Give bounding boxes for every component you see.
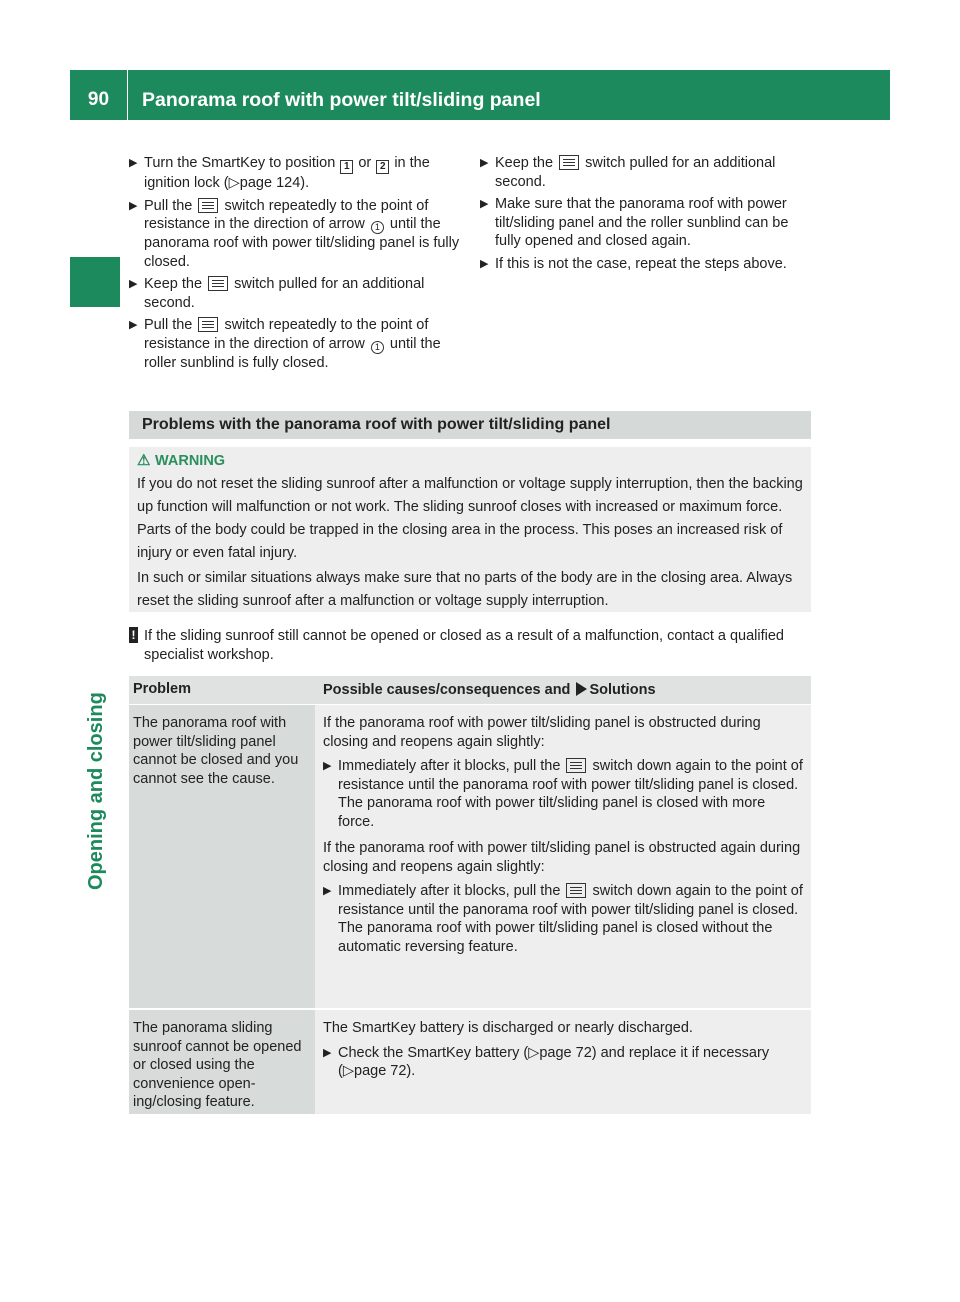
problem-cell: The panorama sliding sunroof cannot be opened or closed using the convenience open-ing/closing feature. bbox=[129, 1010, 315, 1114]
roof-switch-icon bbox=[198, 317, 218, 332]
step-arrow-icon: ▶ bbox=[480, 257, 489, 270]
page-header bbox=[70, 70, 890, 120]
exclamation-icon: ! bbox=[129, 627, 138, 643]
warning-triangle-icon: ⚠ bbox=[137, 452, 151, 469]
page-ref-icon: ▷ bbox=[342, 1063, 354, 1079]
note-block bbox=[129, 627, 811, 664]
chapter-tab-marker bbox=[70, 257, 120, 307]
warning-paragraph: If you do not reset the sliding sunroof after a malfunction or voltage supply interruption, then the backing up function will malfunction or not work. The sliding sunroof closes with increased or maximum force. Parts of the body could be trapped in the closing area in the process. This poses an increased risk of injury or even fatal injury. bbox=[137, 476, 803, 561]
solution-arrow-icon bbox=[576, 682, 587, 696]
step-arrow-icon: ▶ bbox=[480, 157, 489, 169]
page-ref-icon: ▷ bbox=[528, 1044, 540, 1061]
arrow-1-callout-icon: 1 bbox=[371, 341, 384, 354]
table-row bbox=[129, 1010, 811, 1116]
warning-title: ⚠ WARNING bbox=[137, 452, 226, 469]
step-arrow-icon: ▶ bbox=[323, 1046, 332, 1059]
step-item: ▶ Turn the SmartKey to position 1 or 2 in the ignition lock (▷page 124). bbox=[129, 155, 430, 191]
right-column-steps bbox=[480, 154, 815, 277]
step-item: ▶ Keep the switch pulled for an additional second. bbox=[129, 276, 425, 311]
position-1-key-icon: 1 bbox=[340, 160, 353, 174]
step-item: ▶ Immediately after it blocks, pull the switch down again to the point of resistance until the panorama roof with power tilt/sliding panel is closed. The panorama roof with power tilt/sliding panel is closed with more force. bbox=[323, 758, 803, 830]
step-arrow-icon: ▶ bbox=[129, 199, 138, 212]
solution-cell: The SmartKey battery is discharged or nearly discharged. ▶ Check the SmartKey battery (▷page 72) and replace it if necessary (▷page 72). bbox=[315, 1010, 811, 1114]
warning-paragraph: In such or similar situations always make sure that no parts of the body are in the closing area. Always reset the sliding sunroof after a malfunction or voltage supply interruption. bbox=[137, 570, 793, 609]
page-title: Panorama roof with power tilt/sliding panel bbox=[142, 89, 541, 111]
solution-cell: If the panorama roof with power tilt/sliding panel is obstructed during closing and reopens again slightly: ▶ Immediately after it blocks, pull the switch down again to the point of resistance until the panorama roof with power tilt/sliding panel is closed. The panorama roof with power tilt/sliding panel is closed with more force. If the panorama roof with power tilt/sliding panel is obstructed again during closing and reopens again slightly: ▶ Immediately after it blocks, pull the switch down again to the point of resistance until the panorama roof with power tilt/sliding panel is closed. The panorama roof with power tilt/sliding panel is closed without the automatic reversing feature. bbox=[315, 705, 811, 1008]
warning-box bbox=[129, 447, 811, 612]
position-2-key-icon: 2 bbox=[376, 160, 389, 174]
problems-table bbox=[129, 676, 811, 1116]
section-heading: Problems with the panorama roof with power tilt/sliding panel bbox=[129, 411, 811, 439]
page-ref-icon: ▷ bbox=[228, 175, 240, 191]
table-row bbox=[129, 705, 811, 1010]
arrow-1-callout-icon: 1 bbox=[371, 221, 384, 234]
page-ref-link[interactable]: page 72 bbox=[354, 1063, 407, 1079]
roof-switch-icon bbox=[208, 276, 228, 291]
step-arrow-icon: ▶ bbox=[323, 885, 332, 897]
table-header bbox=[129, 676, 811, 705]
chapter-label-text: Opening and closing bbox=[85, 692, 107, 890]
problem-cell: The panorama roof with power tilt/sliding panel cannot be closed and you cannot see the cause. bbox=[129, 705, 315, 1008]
step-item: ▶ Immediately after it blocks, pull the switch down again to the point of resistance until the panorama roof with power tilt/sliding panel is closed. The panorama roof with power tilt/sliding panel is closed without the automatic reversing feature. bbox=[323, 883, 803, 955]
left-column-steps bbox=[129, 154, 464, 376]
note-text: If the sliding sunroof still cannot be opened or closed as a result of a malfunction, contact a qualified specialist workshop. bbox=[144, 628, 784, 663]
roof-switch-icon bbox=[566, 883, 586, 898]
step-item: ▶ Pull the switch repeatedly to the point of resistance in the direction of arrow 1 until the panorama roof with power tilt/sliding panel is fully closed. bbox=[129, 197, 460, 270]
roof-switch-icon bbox=[566, 758, 586, 773]
step-arrow-icon: ▶ bbox=[129, 157, 138, 169]
step-arrow-icon: ▶ bbox=[129, 319, 138, 331]
roof-switch-icon bbox=[198, 198, 218, 213]
step-item: ▶ Pull the switch repeatedly to the point of resistance in the direction of arrow 1 until the roller sunblind is fully closed. bbox=[129, 317, 441, 371]
column-header-problem: Problem bbox=[133, 681, 192, 697]
chapter-label bbox=[72, 600, 120, 890]
step-arrow-icon: ▶ bbox=[480, 198, 489, 210]
page-ref-link[interactable]: page 124 bbox=[239, 175, 301, 191]
page-number: 90 bbox=[87, 89, 110, 110]
step-item: ▶ Check the SmartKey battery (▷page 72) and replace it if necessary (▷page 72). bbox=[323, 1044, 770, 1079]
step-arrow-icon: ▶ bbox=[323, 760, 332, 772]
roof-switch-icon bbox=[559, 155, 579, 170]
step-item: ▶ Keep the switch pulled for an additional second. bbox=[480, 155, 776, 190]
step-item: ▶ Make sure that the panorama roof with power tilt/sliding panel and the roller sunblind can be fully opened and closed again. bbox=[480, 196, 789, 249]
step-arrow-icon: ▶ bbox=[129, 278, 138, 290]
step-item: ▶ If this is not the case, repeat the steps above. bbox=[480, 255, 787, 272]
column-header-solutions: Possible causes/consequences and Solutions bbox=[323, 682, 656, 698]
header-divider bbox=[127, 70, 128, 120]
page-ref-link[interactable]: page 72 bbox=[539, 1044, 592, 1061]
